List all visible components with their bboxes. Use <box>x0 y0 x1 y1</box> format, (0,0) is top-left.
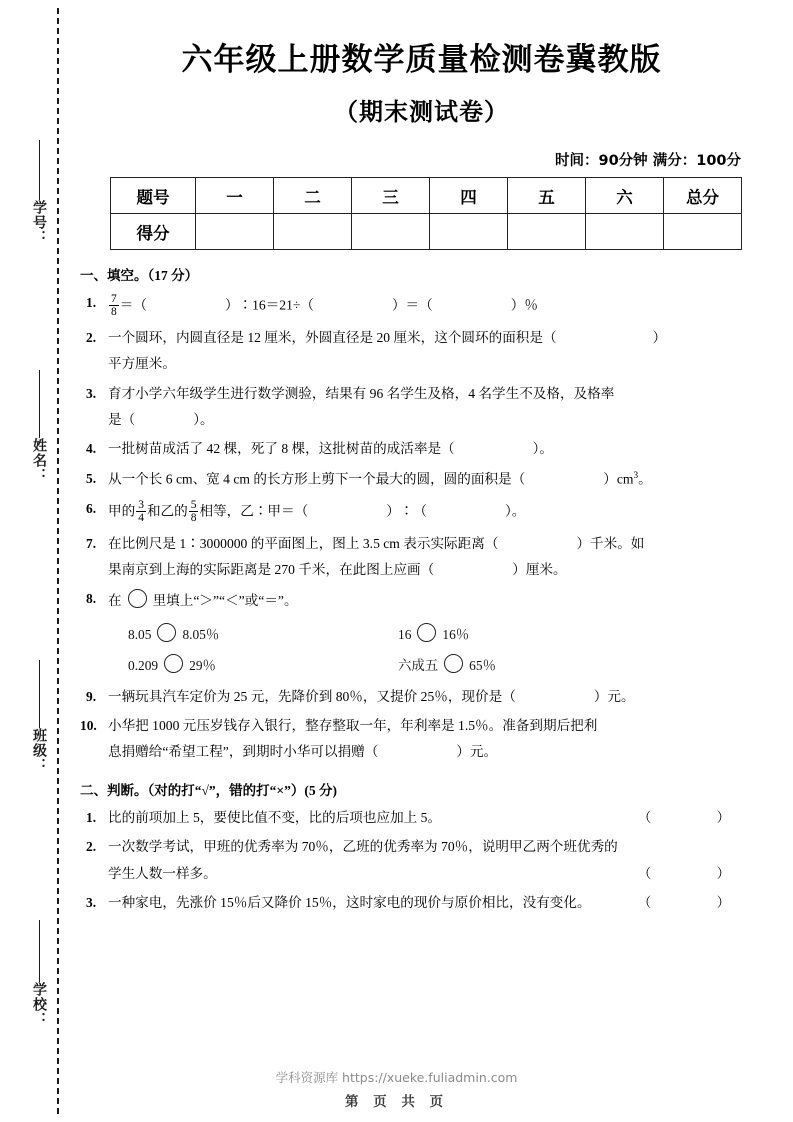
q3-line2-end: ）。 <box>193 411 214 427</box>
question-2-1 <box>86 808 756 828</box>
comparison-circle-icon[interactable] <box>164 654 183 673</box>
table-row-scores <box>111 214 742 250</box>
q5-text: 从一个长 6 cm、宽 4 cm 的长方形上剪下一个最大的圆，圆的面积是（ <box>108 471 526 487</box>
question-number: 5. <box>86 470 97 486</box>
margin-field-label: 学号： <box>31 200 47 245</box>
question-text <box>108 534 756 554</box>
question-number: 2. <box>86 839 97 855</box>
score-cell-6[interactable] <box>586 214 664 250</box>
q7-text-end: ）千米。如 <box>576 535 645 551</box>
comparison-row-1 <box>128 623 728 643</box>
page-title: 六年级上册数学质量检测卷冀教版 <box>181 42 662 78</box>
q3-line2: 是（ <box>108 411 136 427</box>
question-1-2 <box>86 328 756 375</box>
q6-pre: 甲的 <box>108 503 136 519</box>
q4-text-end: ）。 <box>532 441 554 457</box>
question-number: 3. <box>86 895 97 911</box>
comparison-item-4 <box>398 654 668 674</box>
score-cell-3[interactable] <box>352 214 430 250</box>
margin-rule <box>39 140 40 200</box>
comparison-circle-icon[interactable] <box>417 623 436 642</box>
question-number: 6. <box>86 500 97 516</box>
question-number: 9. <box>86 688 97 704</box>
score-table-row-label: 题号 <box>111 178 196 214</box>
score-cell-2[interactable] <box>274 214 352 250</box>
score-cell-4[interactable] <box>430 214 508 250</box>
question-1-7 <box>86 534 756 581</box>
comparison-circle-icon[interactable] <box>444 654 463 673</box>
question-text-line2 <box>108 410 756 430</box>
q6-seg3: ）。 <box>505 503 526 519</box>
q5-superscript: 3 <box>633 469 639 480</box>
question-number: 10. <box>80 718 97 734</box>
question-number: 2. <box>86 329 97 345</box>
footer-page-label: 第 页 共 页 <box>344 1094 449 1110</box>
question-1-5 <box>86 469 756 490</box>
question-text-line2 <box>108 742 756 762</box>
q6-post: 相等，乙∶甲＝（ <box>199 503 309 519</box>
q7-line2: 果南京到上海的实际距离是 270 千米，在此图上应画（ <box>108 561 435 577</box>
q8-text: 在 <box>108 593 122 609</box>
answer-parenthesis[interactable]: （ ） <box>637 865 756 881</box>
section-points: （对的打“√”，错的打“×”）(5 分) <box>147 782 337 798</box>
q6-mid: 和乙的 <box>146 503 188 519</box>
score-table <box>110 177 742 250</box>
answer-parenthesis[interactable]: （ ） <box>637 895 756 911</box>
q9-text: 一辆玩具汽车定价为 25 元，先降价到 80％，又提价 25％，现价是（ <box>108 688 516 704</box>
tf1-text: 比的前项加上 5，要使比值不变，比的后项也应加上 5。 <box>108 809 442 825</box>
question-number: 1. <box>86 295 97 310</box>
score-table-col-1: 一 <box>196 178 274 214</box>
q1-seg4: ）％ <box>510 297 538 313</box>
comparison-circle-icon[interactable] <box>157 623 176 642</box>
q2-text-end: ） <box>652 329 667 345</box>
score-table-col-6: 六 <box>586 178 664 214</box>
comparison-row-2 <box>128 654 728 674</box>
q2-text: 一个圆环，内圆直径是 12 厘米，外圆直径是 20 厘米，这个圆环的面积是（ <box>108 329 557 345</box>
score-table-col-2: 二 <box>274 178 352 214</box>
comparison-left: 8.05 <box>128 626 152 642</box>
q5-text-unit: ）cm <box>603 471 634 487</box>
fraction-7-8: $\frac{7}{8}$ <box>111 293 117 319</box>
question-text <box>108 439 756 459</box>
comparison-left: 0.209 <box>128 657 159 673</box>
margin-field-label: 学校： <box>31 982 47 1027</box>
score-table-col-4: 四 <box>430 178 508 214</box>
comparison-item-2 <box>398 623 668 643</box>
question-1-1 <box>86 293 756 319</box>
q8-text-end: 里填上“＞”“＜”或“＝”。 <box>152 593 298 609</box>
cut-dashed-line <box>57 8 59 1114</box>
question-text <box>108 328 756 348</box>
margin-field-label: 姓名： <box>31 438 47 483</box>
q7-line2-end: ）厘米。 <box>512 561 567 577</box>
q5-text-end: 。 <box>638 471 652 487</box>
question-number: 1. <box>86 809 97 825</box>
q6-seg2: ）∶（ <box>386 503 427 519</box>
question-text <box>108 469 756 490</box>
comparison-left: 16 <box>398 626 412 642</box>
score-cell-total[interactable] <box>664 214 742 250</box>
margin-rule <box>39 660 40 728</box>
comparison-right: 16％ <box>442 626 470 642</box>
left-margin-strip <box>0 0 66 1122</box>
question-text: 育才小学六年级学生进行数学测验，结果有 96 名学生及格，4 名学生不及格，及格率 <box>108 385 615 401</box>
question-text <box>108 589 756 611</box>
fraction-5-8: $\frac{5}{8}$ <box>190 498 197 525</box>
question-text: 小华把 1000 元压岁钱存入银行，整存整取一年，年利率是 1.5％。准备到期后把利 <box>108 718 598 734</box>
question-text <box>108 687 756 707</box>
question-number: 3. <box>86 385 97 401</box>
section-heading-true-false <box>80 779 793 799</box>
comparison-item-1 <box>128 623 398 643</box>
q1-seg1: ＝（ <box>119 297 147 313</box>
score-cell-1[interactable] <box>196 214 274 250</box>
question-text <box>108 293 756 319</box>
comparison-right: 65％ <box>469 657 496 673</box>
q9-text-end: ）元。 <box>593 688 635 704</box>
margin-rule <box>39 920 40 982</box>
comparison-right: 8.05％ <box>182 626 220 642</box>
question-number: 7. <box>86 535 97 551</box>
question-2-3 <box>86 893 756 913</box>
question-2-2 <box>86 837 756 884</box>
section-points: （17 分） <box>147 268 199 283</box>
question-text <box>108 499 756 525</box>
question-1-9 <box>86 687 756 707</box>
tf3-text: 一种家电，先涨价 15％后又降价 15％，这时家电的现价与原价相比，没有变化。 <box>108 895 591 911</box>
q1-seg3: ）＝（ <box>391 297 433 313</box>
question-text <box>108 893 756 913</box>
comparison-right: 29％ <box>189 657 216 673</box>
section-title: 二、判断。 <box>80 782 148 799</box>
question-1-8 <box>86 589 756 611</box>
exam-meta-line: 时间：90分钟 满分：100分 <box>555 153 741 169</box>
score-table-col-total: 总分 <box>664 178 742 214</box>
q4-text: 一批树苗成活了 42 棵，死了 8 棵，这批树苗的成活率是（ <box>108 441 455 457</box>
exam-sheet <box>66 0 793 1122</box>
footer-watermark: 学科资源库 https://xueke.fuliadmin.com <box>275 1070 518 1085</box>
question-1-4 <box>86 439 756 459</box>
question-number: 4. <box>86 441 97 457</box>
table-row-question-numbers <box>111 178 742 214</box>
margin-field-banji <box>22 660 56 773</box>
score-cell-5[interactable] <box>508 214 586 250</box>
tf2-line2: 学生人数一样多。 <box>108 865 217 881</box>
section-heading-fill-blank <box>80 264 793 284</box>
q10-line2: 息捐赠给“希望工程”，到期时小华可以捐赠（ <box>108 744 379 760</box>
page-subtitle: （期末测试卷） <box>334 98 509 126</box>
answer-parenthesis[interactable]: （ ） <box>637 809 756 825</box>
q1-seg2: ）∶16＝21÷（ <box>224 297 314 313</box>
question-text-line2: 平方厘米。 <box>108 356 176 372</box>
question-text-line2 <box>108 864 756 884</box>
question-text: 一次数学考试，甲班的优秀率为 70％，乙班的优秀率为 70％，说明甲乙两个班优秀的 <box>108 839 618 855</box>
section-title: 一、填空。 <box>80 268 148 284</box>
q10-line2-end: ）元。 <box>456 744 498 760</box>
comparison-item-3 <box>128 654 398 674</box>
margin-rule <box>39 370 40 438</box>
question-text <box>108 808 756 828</box>
question-number: 8. <box>86 591 97 607</box>
margin-field-xuehao <box>22 140 56 245</box>
fraction-3-4: $\frac{3}{4}$ <box>138 498 144 525</box>
question-1-10 <box>80 716 756 763</box>
margin-field-label: 班级： <box>31 728 47 773</box>
margin-field-xingming <box>22 370 56 483</box>
score-table-wrapper <box>110 177 742 250</box>
score-table-row-label: 得分 <box>111 214 196 250</box>
score-table-col-5: 五 <box>508 178 586 214</box>
comparison-left: 六成五 <box>398 657 439 673</box>
score-table-col-3: 三 <box>352 178 430 214</box>
q7-text: 在比例尺是 1∶3000000 的平面图上，图上 3.5 cm 表示实际距离（ <box>108 535 499 551</box>
margin-field-xuexiao <box>22 920 56 1027</box>
question-1-6 <box>86 498 756 525</box>
question-1-3 <box>86 384 756 431</box>
question-text-line2 <box>108 560 756 580</box>
comparison-circle-icon[interactable] <box>128 589 147 608</box>
